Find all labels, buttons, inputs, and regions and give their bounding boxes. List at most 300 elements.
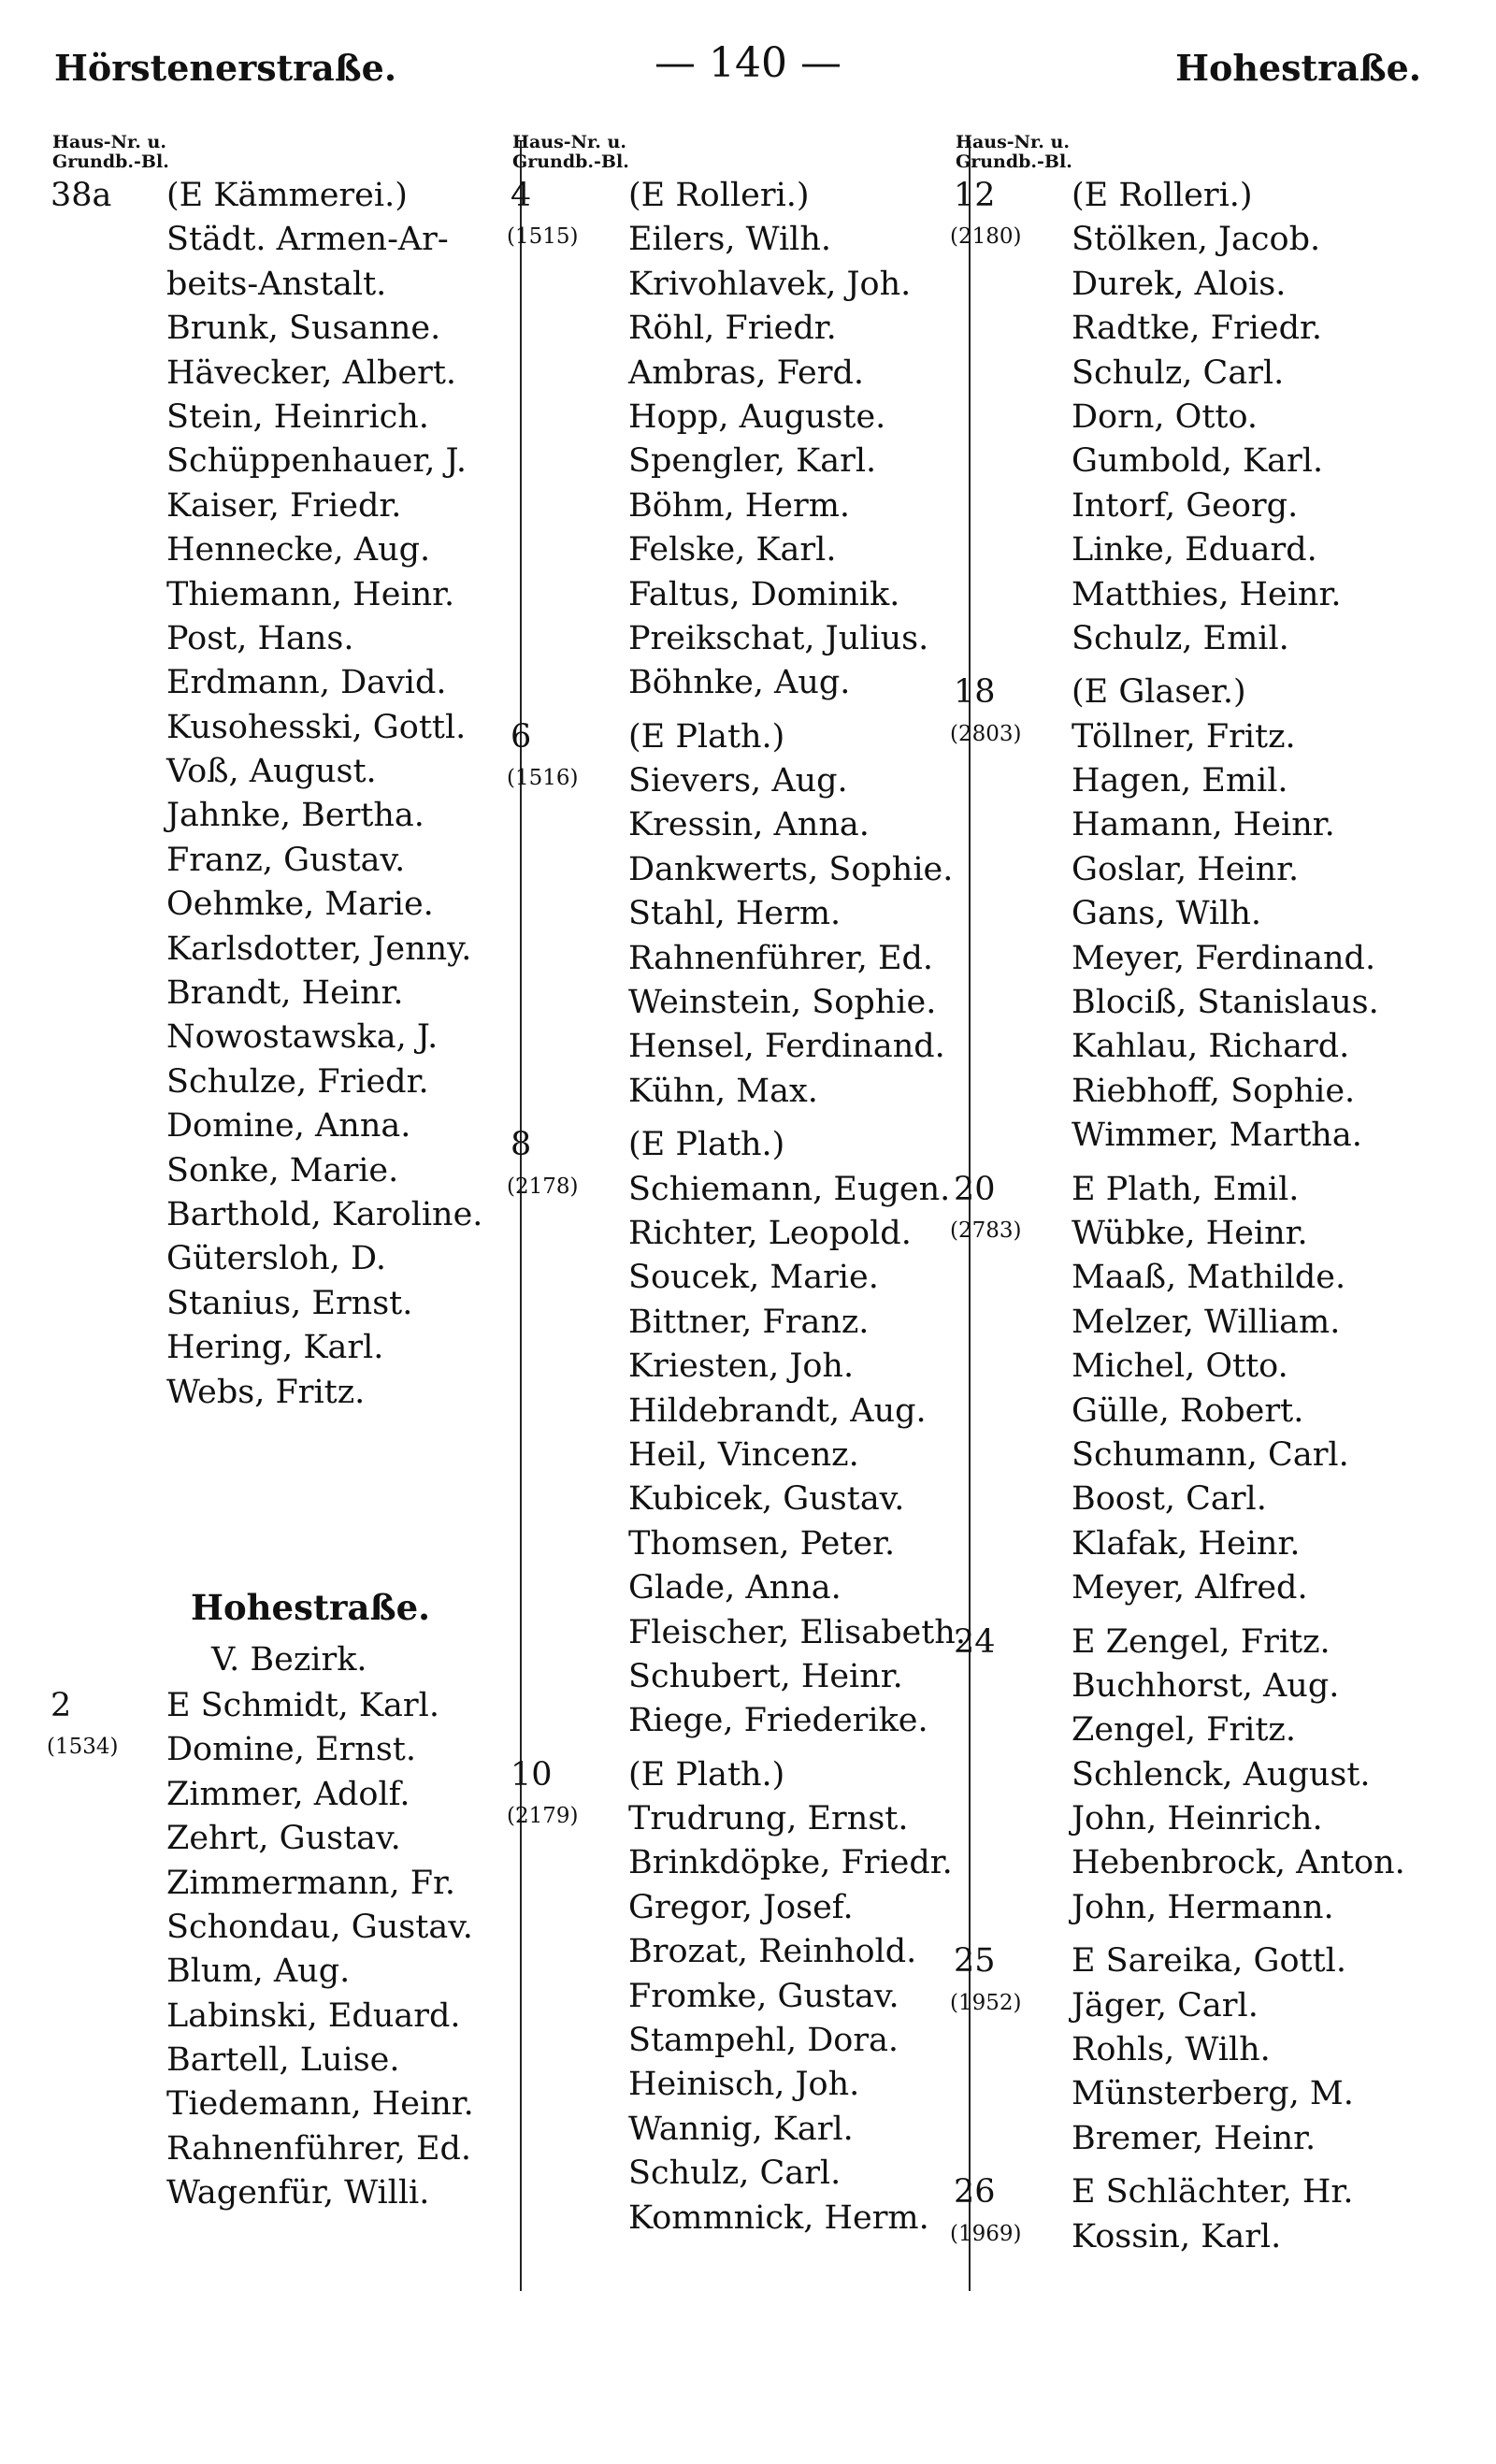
resident-row bbox=[529, 1477, 978, 1521]
resident-name: Tiedemann, Heinr. bbox=[166, 2085, 474, 2124]
resident-name: Schubert, Heinr. bbox=[628, 1657, 903, 1695]
resident-name: Krivohlavek, Joh. bbox=[628, 265, 912, 303]
resident-name: Zimmer, Adolf. bbox=[166, 1775, 410, 1813]
resident-row bbox=[69, 1950, 518, 1994]
resident-name: Michel, Otto. bbox=[1072, 1347, 1288, 1386]
resident-name: Wannig, Karl. bbox=[628, 2110, 854, 2148]
resident-name: Melzer, William. bbox=[1072, 1303, 1341, 1341]
resident-name: Hering, Karl. bbox=[166, 1329, 384, 1367]
grundbuch-number: (2180) bbox=[950, 224, 1022, 250]
resident-name: Gans, Wilh. bbox=[1072, 895, 1261, 933]
resident-name: Kahlau, Richard. bbox=[1072, 1028, 1350, 1066]
resident-name: Meyer, Alfred. bbox=[1072, 1569, 1308, 1607]
resident-row bbox=[69, 972, 518, 1016]
resident-row bbox=[972, 1477, 1459, 1521]
resident-row bbox=[69, 1193, 518, 1237]
house-number: 12 bbox=[954, 177, 996, 214]
resident-name: Schulz, Emil. bbox=[1072, 619, 1289, 657]
resident-name: Maaß, Mathilde. bbox=[1072, 1259, 1346, 1297]
house-entry bbox=[950, 670, 1459, 1158]
resident-row bbox=[972, 1841, 1459, 1885]
resident-row bbox=[69, 1773, 518, 1817]
resident-row bbox=[529, 1345, 978, 1389]
resident-row bbox=[69, 1862, 518, 1906]
resident-name: Schondau, Gustav. bbox=[166, 1908, 473, 1946]
resident-name: Hebenbrock, Anton. bbox=[1072, 1844, 1405, 1882]
resident-name: Blociß, Stanislaus. bbox=[1072, 984, 1379, 1022]
owner-name: (E Kämmerei.) bbox=[166, 177, 408, 214]
resident-row bbox=[950, 218, 1459, 262]
resident-name: Hennecke, Aug. bbox=[166, 531, 431, 569]
grundbuch-number: (2179) bbox=[507, 1804, 579, 1829]
house-entry bbox=[47, 1684, 518, 2216]
resident-name: Böhm, Herm. bbox=[628, 486, 851, 525]
resident-name: Schulz, Carl. bbox=[1072, 353, 1285, 392]
resident-name: Zengel, Fritz. bbox=[1072, 1711, 1296, 1750]
owner-name: E Schlächter, Hr. bbox=[1072, 2173, 1354, 2212]
resident-row bbox=[69, 1371, 518, 1415]
resident-row bbox=[69, 1995, 518, 2039]
resident-row bbox=[972, 1070, 1459, 1114]
resident-name: Ambras, Ferd. bbox=[628, 353, 865, 392]
resident-name: Stölken, Jacob. bbox=[1072, 221, 1321, 259]
resident-row bbox=[950, 1212, 1459, 1256]
resident-row bbox=[69, 794, 518, 838]
resident-row bbox=[529, 1886, 978, 1930]
resident-name: Riebhoff, Sophie. bbox=[1072, 1072, 1356, 1110]
resident-row bbox=[972, 937, 1459, 981]
resident-row bbox=[69, 750, 518, 794]
house-entry bbox=[950, 1168, 1459, 1611]
house-row bbox=[50, 1684, 518, 1728]
owner-name: (E Plath.) bbox=[628, 1126, 785, 1164]
resident-row bbox=[529, 1025, 978, 1069]
resident-name: Schlenck, August. bbox=[1072, 1755, 1371, 1794]
resident-row bbox=[69, 1326, 518, 1370]
column-header-line1: Haus-Nr. u. bbox=[512, 132, 626, 152]
resident-name: Eilers, Wilh. bbox=[628, 221, 832, 259]
resident-name: Wagenfür, Willi. bbox=[166, 2174, 430, 2212]
resident-row bbox=[507, 1797, 978, 1841]
resident-row bbox=[972, 759, 1459, 803]
resident-name: Richter, Leopold. bbox=[628, 1214, 912, 1252]
resident-row bbox=[529, 1930, 978, 1974]
grundbuch-number: (1516) bbox=[507, 766, 579, 791]
resident-row bbox=[529, 1699, 978, 1743]
column-3 bbox=[950, 132, 1459, 2259]
resident-row bbox=[69, 218, 518, 262]
house-row bbox=[954, 670, 1459, 714]
running-head-right: Hohestraße. bbox=[1175, 47, 1421, 89]
resident-row bbox=[69, 706, 518, 750]
resident-name: Dorn, Otto. bbox=[1072, 397, 1259, 436]
resident-name: Rohls, Wilh. bbox=[1072, 2031, 1271, 2069]
house-entry bbox=[950, 2170, 1459, 2259]
resident-row bbox=[529, 307, 978, 351]
column-header-line1: Haus-Nr. u. bbox=[52, 132, 166, 152]
resident-row bbox=[69, 2171, 518, 2215]
resident-name: Stampehl, Dora. bbox=[628, 2022, 899, 2060]
block-spacer bbox=[972, 1611, 1459, 1621]
resident-row bbox=[529, 1975, 978, 2019]
owner-name: (E Rolleri.) bbox=[628, 177, 810, 214]
resident-row bbox=[950, 715, 1459, 759]
house-entry bbox=[950, 1939, 1459, 2161]
resident-name: Stanius, Ernst. bbox=[166, 1284, 413, 1322]
grundbuch-number: (1952) bbox=[950, 1990, 1022, 2015]
resident-name: Kubicek, Gustav. bbox=[628, 1480, 905, 1519]
resident-row bbox=[950, 2215, 1459, 2259]
resident-name: Faltus, Dominik. bbox=[628, 575, 900, 613]
house-row bbox=[954, 2170, 1459, 2214]
resident-row bbox=[529, 352, 978, 396]
running-head-left: Hörstenerstraße. bbox=[54, 47, 397, 89]
resident-name: Münsterberg, M. bbox=[1072, 2075, 1354, 2113]
house-number: 38a bbox=[50, 177, 112, 214]
resident-row bbox=[69, 1060, 518, 1104]
resident-row bbox=[972, 1390, 1459, 1434]
resident-name: Erdmann, David. bbox=[166, 664, 447, 702]
resident-name: John, Heinrich. bbox=[1072, 1800, 1323, 1838]
resident-row bbox=[972, 1797, 1459, 1841]
house-number: 4 bbox=[511, 177, 532, 214]
resident-row bbox=[69, 839, 518, 883]
resident-row bbox=[529, 1522, 978, 1566]
resident-name: Post, Hans. bbox=[166, 619, 354, 657]
grundbuch-number: (1515) bbox=[507, 224, 579, 250]
resident-row bbox=[69, 2127, 518, 2171]
resident-name: Trudrung, Ernst. bbox=[628, 1800, 909, 1838]
house-row bbox=[954, 1168, 1459, 1212]
resident-row bbox=[69, 352, 518, 396]
resident-row bbox=[529, 2108, 978, 2152]
resident-row bbox=[69, 439, 518, 483]
resident-name: Weinstein, Sophie. bbox=[628, 984, 937, 1022]
resident-row bbox=[69, 1906, 518, 1950]
house-number: 10 bbox=[511, 1755, 553, 1794]
resident-name: Schumann, Carl. bbox=[1072, 1435, 1349, 1474]
resident-name: Voß, August. bbox=[166, 753, 377, 791]
resident-row bbox=[972, 484, 1459, 528]
resident-name: Kressin, Anna. bbox=[628, 806, 870, 844]
resident-name: John, Hermann. bbox=[1072, 1888, 1334, 1926]
resident-name: beits-Anstalt. bbox=[166, 265, 387, 303]
house-row bbox=[511, 1123, 978, 1167]
resident-row bbox=[507, 218, 978, 262]
grundbuch-number: (1969) bbox=[950, 2221, 1022, 2246]
resident-row bbox=[529, 617, 978, 661]
resident-row bbox=[972, 1522, 1459, 1566]
resident-name: Rahnenführer, Ed. bbox=[166, 2129, 472, 2168]
resident-name: Kühn, Max. bbox=[628, 1072, 818, 1110]
block-spacer bbox=[529, 706, 978, 715]
resident-row bbox=[529, 396, 978, 439]
resident-name: Gütersloh, D. bbox=[166, 1240, 386, 1278]
resident-row bbox=[529, 2019, 978, 2063]
resident-name: Meyer, Ferdinand. bbox=[1072, 939, 1376, 977]
resident-row bbox=[972, 263, 1459, 307]
resident-name: Hopp, Auguste. bbox=[628, 397, 886, 436]
resident-row bbox=[529, 1390, 978, 1434]
resident-name: Brunk, Susanne. bbox=[166, 310, 441, 348]
resident-name: Sonke, Marie. bbox=[166, 1151, 399, 1189]
resident-name: Boost, Carl. bbox=[1072, 1480, 1267, 1519]
resident-row bbox=[972, 1664, 1459, 1708]
resident-row bbox=[972, 528, 1459, 572]
house-number: 25 bbox=[954, 1942, 996, 1981]
owner-name: (E Rolleri.) bbox=[1072, 177, 1253, 214]
column-divider bbox=[520, 140, 522, 2291]
resident-name: Gregor, Josef. bbox=[628, 1888, 854, 1926]
grundbuch-number: (1534) bbox=[47, 1735, 119, 1760]
block-spacer bbox=[972, 661, 1459, 670]
house-entry bbox=[507, 174, 978, 706]
resident-row bbox=[529, 981, 978, 1025]
house-row bbox=[954, 1621, 1459, 1664]
resident-name: Glade, Anna. bbox=[628, 1569, 842, 1607]
resident-row bbox=[529, 1655, 978, 1699]
owner-name: (E Plath.) bbox=[628, 717, 785, 756]
resident-name: Heinisch, Joh. bbox=[628, 2066, 860, 2104]
resident-name: Hildebrandt, Aug. bbox=[628, 1391, 927, 1430]
resident-row bbox=[69, 1104, 518, 1148]
resident-name: Domine, Ernst. bbox=[166, 1731, 416, 1769]
resident-name: Durek, Alois. bbox=[1072, 265, 1287, 303]
block-spacer bbox=[972, 1159, 1459, 1168]
resident-row bbox=[972, 848, 1459, 892]
resident-row bbox=[529, 1212, 978, 1256]
owner-name: E Sareika, Gottl. bbox=[1072, 1942, 1346, 1981]
resident-row bbox=[529, 1841, 978, 1885]
resident-name: Böhnke, Aug. bbox=[628, 664, 851, 702]
resident-name: Buchhorst, Aug. bbox=[1072, 1666, 1340, 1705]
resident-name: Webs, Fritz. bbox=[166, 1373, 366, 1411]
resident-row bbox=[69, 2039, 518, 2082]
resident-name: Soucek, Marie. bbox=[628, 1259, 879, 1297]
resident-name: Radtke, Friedr. bbox=[1072, 310, 1323, 348]
resident-row bbox=[950, 1984, 1459, 2028]
page-number: — 140 — bbox=[654, 39, 842, 87]
resident-name: Jahnke, Bertha. bbox=[166, 797, 424, 835]
resident-row bbox=[507, 1168, 978, 1212]
column-header bbox=[52, 133, 518, 174]
resident-name: Bartell, Luise. bbox=[166, 2041, 400, 2080]
resident-name: Städt. Armen-Ar- bbox=[166, 221, 449, 259]
resident-name: Schiemann, Eugen. bbox=[628, 1170, 951, 1208]
resident-name: Thomsen, Peter. bbox=[628, 1524, 896, 1563]
resident-row bbox=[529, 937, 978, 981]
house-number: 24 bbox=[954, 1622, 996, 1661]
owner-name: E Schmidt, Karl. bbox=[166, 1686, 439, 1724]
resident-row bbox=[529, 661, 978, 705]
resident-name: Hävecker, Albert. bbox=[166, 353, 457, 392]
resident-name: Bremer, Heinr. bbox=[1072, 2119, 1316, 2157]
resident-name: Franz, Gustav. bbox=[166, 841, 406, 879]
resident-row bbox=[529, 1301, 978, 1345]
house-number: 6 bbox=[511, 717, 532, 756]
resident-name: Hamann, Heinr. bbox=[1072, 806, 1335, 844]
resident-row bbox=[972, 1708, 1459, 1752]
resident-name: Spengler, Karl. bbox=[628, 442, 877, 481]
resident-row bbox=[972, 2072, 1459, 2116]
resident-name: Zimmermann, Fr. bbox=[166, 1864, 456, 1902]
resident-name: Kriesten, Joh. bbox=[628, 1347, 855, 1386]
resident-row bbox=[972, 803, 1459, 847]
column-header bbox=[956, 133, 1459, 174]
resident-name: Karlsdotter, Jenny. bbox=[166, 929, 472, 968]
resident-name: Goslar, Heinr. bbox=[1072, 850, 1300, 888]
house-number: 8 bbox=[511, 1126, 532, 1164]
resident-name: Felske, Karl. bbox=[628, 531, 837, 569]
house-row bbox=[511, 174, 978, 218]
grundbuch-number: (2178) bbox=[507, 1174, 579, 1199]
block-spacer bbox=[529, 1744, 978, 1753]
resident-row bbox=[972, 617, 1459, 661]
resident-name: Riege, Friederike. bbox=[628, 1702, 928, 1740]
house-entry bbox=[50, 174, 518, 1415]
house-number: 26 bbox=[954, 2173, 996, 2212]
resident-row bbox=[972, 439, 1459, 483]
column-header-line2: Grundb.-Bl. bbox=[512, 151, 629, 172]
column-header bbox=[512, 133, 978, 174]
resident-row bbox=[69, 528, 518, 572]
resident-row bbox=[529, 1256, 978, 1300]
resident-row bbox=[69, 617, 518, 661]
house-row bbox=[511, 1753, 978, 1797]
resident-name: Töllner, Fritz. bbox=[1072, 717, 1296, 756]
house-entry bbox=[507, 715, 978, 1115]
resident-name: Kaiser, Friedr. bbox=[166, 486, 402, 525]
resident-name: Brandt, Heinr. bbox=[166, 974, 404, 1013]
house-row bbox=[50, 174, 518, 218]
resident-name: Wimmer, Martha. bbox=[1072, 1117, 1362, 1155]
column-2 bbox=[507, 132, 978, 2241]
owner-name: (E Plath.) bbox=[628, 1755, 785, 1794]
resident-name: Jäger, Carl. bbox=[1072, 1986, 1259, 2025]
column-header-line1: Haus-Nr. u. bbox=[956, 132, 1070, 152]
resident-row bbox=[69, 1817, 518, 1861]
resident-row bbox=[69, 1237, 518, 1281]
resident-row bbox=[972, 892, 1459, 936]
resident-name: Bittner, Franz. bbox=[628, 1303, 870, 1341]
resident-row bbox=[529, 2152, 978, 2196]
resident-row bbox=[529, 803, 978, 847]
resident-name: Oehmke, Marie. bbox=[166, 886, 434, 924]
resident-name: Fromke, Gustav. bbox=[628, 1977, 899, 2015]
resident-row bbox=[69, 263, 518, 307]
resident-row bbox=[529, 1611, 978, 1655]
owner-name: (E Glaser.) bbox=[1072, 673, 1246, 712]
resident-name: Nowostawska, J. bbox=[166, 1018, 439, 1057]
resident-name: Intorf, Georg. bbox=[1072, 486, 1299, 525]
resident-row bbox=[529, 1566, 978, 1610]
resident-row bbox=[69, 1016, 518, 1059]
resident-row bbox=[69, 2082, 518, 2126]
house-row bbox=[954, 1939, 1459, 1983]
resident-row bbox=[529, 892, 978, 936]
resident-row bbox=[972, 2117, 1459, 2161]
resident-row bbox=[972, 307, 1459, 351]
house-entry bbox=[950, 174, 1459, 661]
block-spacer bbox=[529, 1114, 978, 1123]
resident-name: Blum, Aug. bbox=[166, 1952, 351, 1991]
section-title: Hohestraße. bbox=[191, 1586, 431, 1628]
resident-name: Brinkdöpke, Friedr. bbox=[628, 1844, 953, 1882]
resident-name: Labinski, Eduard. bbox=[166, 1996, 461, 2035]
house-entry bbox=[507, 1123, 978, 1743]
resident-name: Linke, Eduard. bbox=[1072, 531, 1317, 569]
resident-name: Zehrt, Gustav. bbox=[166, 1820, 401, 1858]
resident-name: Brozat, Reinhold. bbox=[628, 1933, 917, 1971]
resident-row bbox=[69, 573, 518, 617]
resident-row bbox=[69, 1149, 518, 1193]
block-spacer bbox=[972, 1930, 1459, 1939]
resident-row bbox=[972, 573, 1459, 617]
resident-name: Kommnick, Herm. bbox=[628, 2198, 929, 2237]
resident-row bbox=[69, 928, 518, 972]
resident-row bbox=[972, 1301, 1459, 1345]
resident-row bbox=[529, 2063, 978, 2107]
resident-name: Heil, Vincenz. bbox=[628, 1435, 859, 1474]
resident-row bbox=[972, 1025, 1459, 1069]
resident-name: Domine, Anna. bbox=[166, 1107, 411, 1146]
resident-name: Kusohesski, Gottl. bbox=[166, 708, 467, 746]
resident-row bbox=[69, 307, 518, 351]
resident-name: Wübke, Heinr. bbox=[1072, 1214, 1308, 1252]
grundbuch-number: (2803) bbox=[950, 721, 1022, 746]
resident-name: Fleischer, Elisabeth. bbox=[628, 1613, 966, 1651]
house-number: 2 bbox=[50, 1686, 72, 1724]
resident-row bbox=[972, 396, 1459, 439]
column-header-line2: Grundb.-Bl. bbox=[52, 151, 169, 172]
resident-row bbox=[972, 1114, 1459, 1158]
resident-row bbox=[972, 1753, 1459, 1797]
resident-row bbox=[529, 2197, 978, 2241]
resident-row bbox=[529, 528, 978, 572]
resident-name: Matthies, Heinr. bbox=[1072, 575, 1342, 613]
column-header-line2: Grundb.-Bl. bbox=[956, 151, 1072, 172]
resident-row bbox=[972, 1256, 1459, 1300]
resident-row bbox=[972, 1434, 1459, 1477]
resident-name: Schüppenhauer, J. bbox=[166, 442, 467, 481]
resident-row bbox=[529, 1434, 978, 1477]
owner-name: E Plath, Emil. bbox=[1072, 1170, 1300, 1208]
house-row bbox=[511, 715, 978, 759]
house-entry bbox=[954, 1621, 1459, 1931]
resident-name: Schulze, Friedr. bbox=[166, 1062, 429, 1101]
resident-name: Dankwerts, Sophie. bbox=[628, 850, 954, 888]
resident-row bbox=[529, 484, 978, 528]
resident-row bbox=[529, 263, 978, 307]
resident-row bbox=[972, 2028, 1459, 2072]
resident-name: Rahnenführer, Ed. bbox=[628, 939, 934, 977]
resident-row bbox=[69, 883, 518, 927]
resident-row bbox=[972, 1345, 1459, 1389]
resident-name: Hensel, Ferdinand. bbox=[628, 1028, 945, 1066]
resident-name: Kossin, Karl. bbox=[1072, 2217, 1282, 2255]
resident-row bbox=[529, 573, 978, 617]
house-number: 18 bbox=[954, 673, 996, 712]
grundbuch-number: (2783) bbox=[950, 1218, 1022, 1243]
resident-name: Stahl, Herm. bbox=[628, 895, 842, 933]
resident-row bbox=[972, 981, 1459, 1025]
block-spacer bbox=[972, 2161, 1459, 2170]
resident-row bbox=[972, 1566, 1459, 1610]
resident-name: Barthold, Karoline. bbox=[166, 1195, 483, 1233]
section-subtitle: V. Bezirk. bbox=[211, 1640, 367, 1679]
resident-row bbox=[529, 1070, 978, 1114]
resident-name: Schulz, Carl. bbox=[628, 2154, 842, 2193]
